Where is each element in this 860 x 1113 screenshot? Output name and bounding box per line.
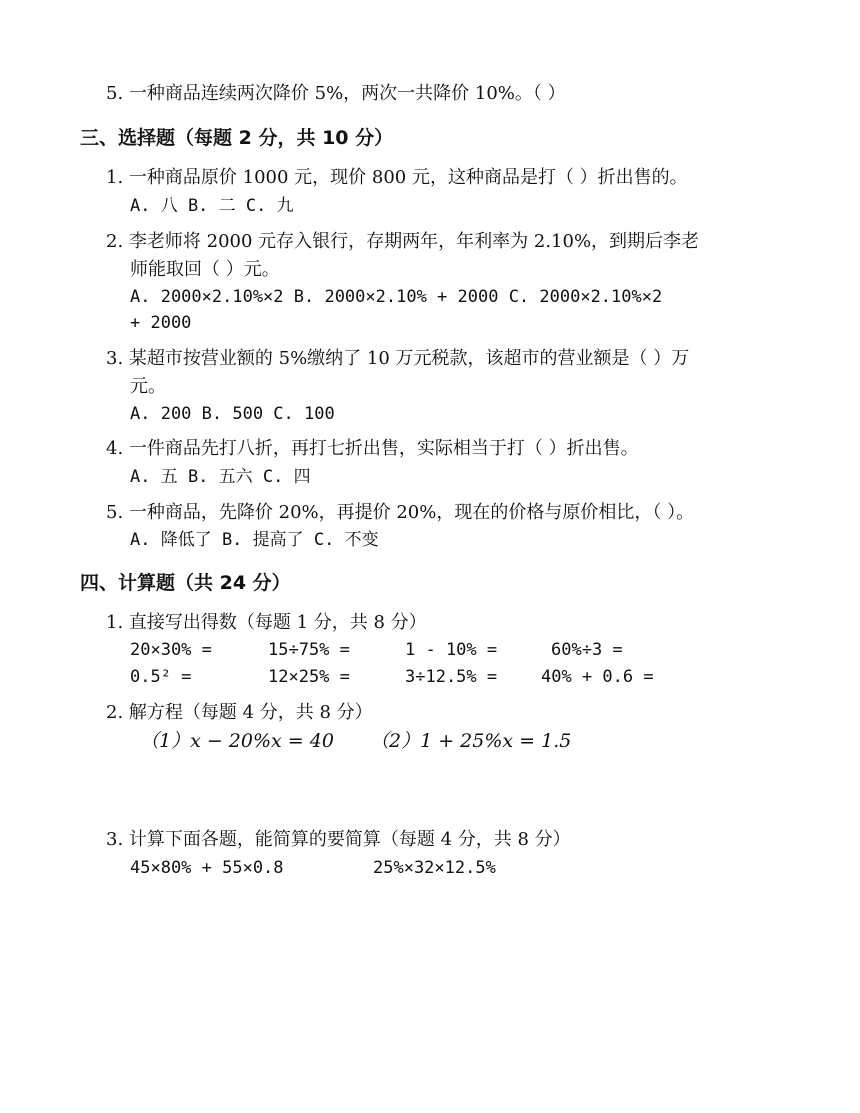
section-4-heading: 四、计算题（共 24 分）: [80, 572, 291, 594]
choice-q3-stem-line2: 元。: [130, 376, 166, 397]
choice-q4-stem: 4. 一件商品先打八折，再打七折出售，实际相当于打（ ）折出售。: [106, 438, 639, 459]
simplify-expression-2: 25%×32×12.5%: [373, 858, 496, 878]
calc-part2-title: 2. 解方程（每题 4 分，共 8 分）: [106, 702, 373, 723]
mental-calc-item: 0.5² =: [130, 667, 192, 687]
mental-calc-item: 1 - 10% =: [405, 640, 498, 660]
calc-part3-title: 3. 计算下面各题，能简算的要简算（每题 4 分，共 8 分）: [106, 829, 571, 850]
choice-q5-options: A. 降低了 B. 提高了 C. 不变: [130, 530, 379, 550]
choice-q3-stem-line1: 3. 某超市按营业额的 5%缴纳了 10 万元税款，该超市的营业额是（ ）万: [106, 348, 690, 369]
choice-q2-options-line2: + 2000: [130, 313, 192, 333]
choice-q4-options: A. 五 B. 五六 C. 四: [130, 467, 311, 487]
choice-q2-options-line1: A. 2000×2.10%×2 B. 2000×2.10% + 2000 C. 2000×2.10%×2: [130, 287, 663, 307]
choice-q1-stem: 1. 一种商品原价 1000 元，现价 800 元，这种商品是打（ ）折出售的。: [106, 167, 688, 188]
equation-2: （2）1 + 25%x = 1.5: [370, 730, 572, 752]
simplify-expression-1: 45×80% + 55×0.8: [130, 858, 284, 878]
mental-calc-item: 60%÷3 =: [551, 640, 623, 660]
choice-q2-stem-line2: 师能取回（ ）元。: [130, 259, 280, 280]
choice-q3-options: A. 200 B. 500 C. 100: [130, 404, 335, 424]
mental-calc-item: 3÷12.5% =: [405, 667, 498, 687]
section-3-heading: 三、选择题（每题 2 分，共 10 分）: [80, 127, 394, 149]
choice-q5-stem: 5. 一种商品，先降价 20%，再提价 20%，现在的价格与原价相比，（ ）。: [106, 502, 695, 523]
mental-calc-item: 12×25% =: [268, 667, 350, 687]
mental-calc-item: 20×30% =: [130, 640, 212, 660]
calc-part1-title: 1. 直接写出得数（每题 1 分，共 8 分）: [106, 612, 427, 633]
choice-q2-stem-line1: 2. 李老师将 2000 元存入银行，存期两年，年利率为 2.10%，到期后李老: [106, 231, 700, 252]
equation-1: （1）x − 20%x = 40: [140, 730, 334, 752]
true-false-question-5: 5. 一种商品连续两次降价 5%，两次一共降价 10%。（ ）: [106, 83, 566, 104]
choice-q1-options: A. 八 B. 二 C. 九: [130, 196, 294, 216]
mental-calc-item: 40% + 0.6 =: [541, 667, 654, 687]
mental-calc-item: 15÷75% =: [268, 640, 350, 660]
